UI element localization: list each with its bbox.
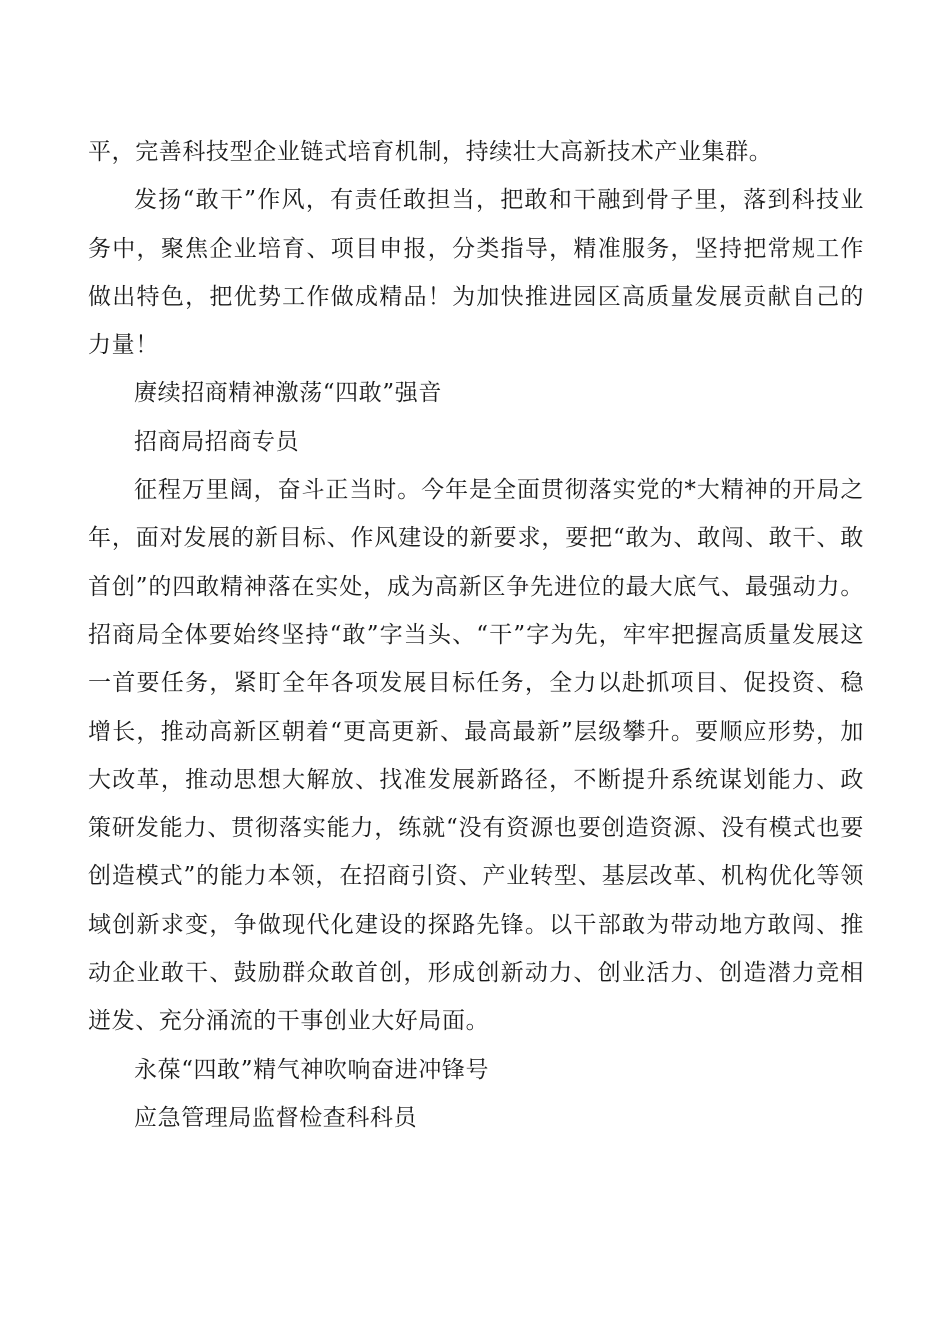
document-body xyxy=(88,128,864,1142)
paragraph-continuation: 平，完善科技型企业链式培育机制，持续壮大高新技术产业集群。 xyxy=(88,139,773,165)
paragraph-dare-to-do: 发扬“敢干”作风，有责任敢担当，把敢和干融到骨子里，落到科技业务中，聚焦企业培育、项目申报，分类指导，精准服务，坚持把常规工作做出特色，把优势工作做成精品！为加快推进园区高质量发展贡献自己的力量！ xyxy=(88,187,864,359)
section-heading-investment: 赓续招商精神激荡“四敢”强音 xyxy=(134,380,442,407)
section-heading-emergency: 永葆“四敢”精气神吹响奋进冲锋号 xyxy=(134,1056,490,1083)
author-byline-emergency: 应急管理局监督检查科科员 xyxy=(134,1104,418,1131)
paragraph-investment-body: 征程万里阔，奋斗正当时。今年是全面贯彻落实党的*大精神的开局之年，面对发展的新目标、作风建设的新要求，要把“敢为、敢闯、敢干、敢首创”的四敢精神落在实处，成为高新区争先进位的最大底气、最强动力。招商局全体要始终坚持“敢”字当头、“干”字为先，牢牢把握高质量发展这一首要任务，紧盯全年各项发展目标任务，全力以赴抓项目、促投资、稳增长，推动高新区朝着“更高更新、最高最新”层级攀升。要顺应形势，加大改革，推动思想大解放、找准发展新路径，不断提升系统谋划能力、政策研发能力、贯彻落实能力，练就“没有资源也要创造资源、没有模式也要创造模式”的能力本领，在招商引资、产业转型、基层改革、机构优化等领域创新求变，争做现代化建设的探路先锋。以干部敢为带动地方敢闯、推动企业敢干、鼓励群众敢首创，形成创新动力、创业活力、创造潜力竞相迸发、充分涌流的干事创业大好局面。 xyxy=(88,477,864,1035)
author-byline-investment: 招商局招商专员 xyxy=(134,428,300,455)
